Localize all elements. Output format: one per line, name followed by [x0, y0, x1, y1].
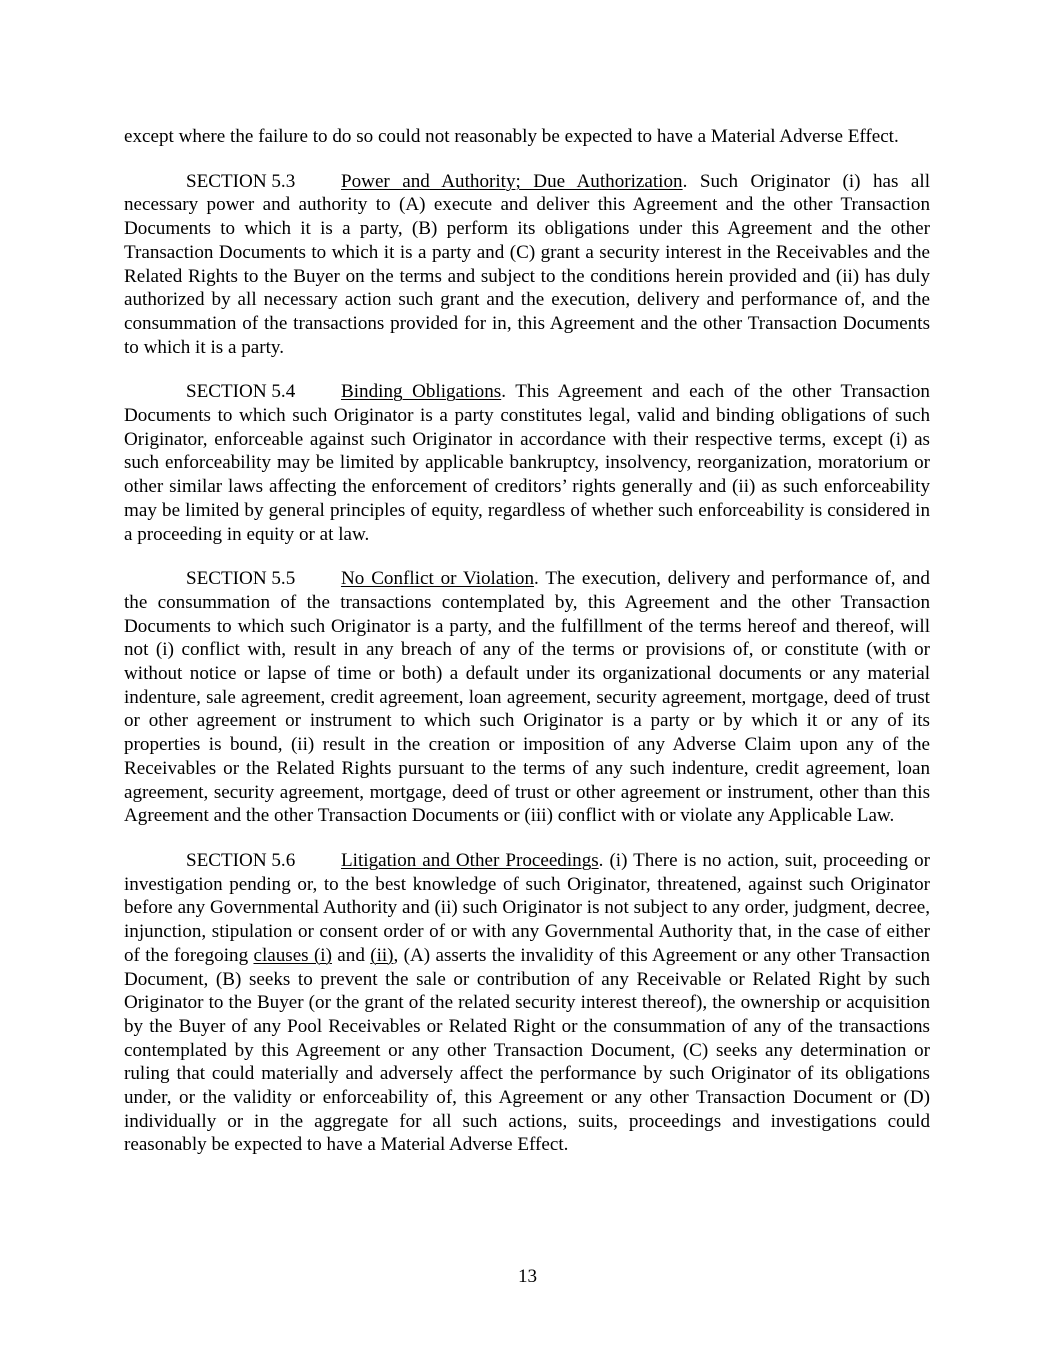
clause-reference: (ii) — [370, 944, 394, 966]
section-number: SECTION 5.6 — [186, 849, 296, 871]
section-5-5 — [124, 567, 930, 828]
section-body-connector: and — [331, 944, 371, 966]
page-number: 13 — [517, 1266, 538, 1287]
intro-paragraph — [124, 125, 930, 149]
section-heading: No Conflict or Violation — [341, 568, 535, 590]
clause-reference: clauses (i) — [253, 944, 332, 966]
section-body: . The execution, delivery and performance of, and the consummation of the transactions contemplated by, this Agreement and the other Transaction Documents to which such Originator is a party, and the fulfillment of the terms hereof and thereof, will not (i) conflict with, result in any breach of any of the terms or provisions of, or constitute (with or without notice or lapse of time or both) a default under its organizational documents or any material indenture, sale agreement, credit agreement, loan agreement, security agreement, mortgage, deed of trust or other agreement or instrument to which such Originator is a party or by which it or any of its properties is bound, (ii) result in the creation or imposition of any Adverse Claim upon any of the Receivables or the Related Rights pursuant to the terms of any such indenture, credit agreement, loan agreement, security agreement, mortgage, deed of trust or other agreement or instrument, other than this Agreement and the other Transaction Documents or (iii) conflict with or violate any Applicable Law. — [124, 568, 930, 827]
section-heading: Binding Obligations — [341, 381, 502, 403]
section-body: . (i) There is no action, suit, proceeding or investigation pending or, to the best knowledge of such Originator, threatened, against such Originator before any Governmental Authority and (ii) such Originator is not subject to any order, judgment, decree, injunction, stipulation or consent order of or with any Governmental Authority that, in the case of either of the foregoing — [124, 849, 930, 966]
section-body-continued: , (A) asserts the invalidity of this Agreement or any other Transaction Document, (B) seeks to prevent the sale or contribution of any Receivable or Related Right by such Originator to the Buyer (or the grant of the related security interest thereof), the ownership or acquisition by the Buyer of any Pool Receivables or Related Right or the consummation of any of the transactions contemplated by this Agreement or any other Transaction Document, (C) seeks any determination or ruling that could materially and adversely affect the performance by such Originator of its obligations under, or the validity or enforceability of, this Agreement or any other Transaction Document or (D) individually or in the aggregate for all such actions, suits, proceedings and investigations could reasonably be expected to have a Material Adverse Effect. — [124, 944, 930, 1156]
section-5-6 — [124, 849, 930, 1157]
section-heading: Power and Authority; Due Authorization — [341, 170, 683, 192]
section-body: . Such Originator (i) has all necessary power and authority to (A) execute and deliver this Agreement and the other Transaction Documents to which it is a party, (B) perform its obligations under this Agreement and the other Transaction Documents to which it is a party and (C) grant a security interest in the Receivables and the Related Rights to the Buyer on the terms and subject to the conditions herein provided and (ii) has duly authorized by all necessary action such grant and the execution, delivery and performance of, and the consummation of the transactions provided for in, this Agreement and the other Transaction Documents to which it is a party. — [124, 170, 931, 358]
section-body: . This Agreement and each of the other Transaction Documents to which such Originator is a party constitutes legal, valid and binding obligations of such Originator, enforceable against such Originator in accordance with their respective terms, except (i) as such enforceability may be limited by applicable bankruptcy, insolvency, reorganization, moratorium or other similar laws affecting the enforcement of creditors’ rights generally and (ii) as such enforceability may be limited by general principles of equity, regardless of whether such enforceability is considered in a proceeding in equity or at law. — [124, 381, 930, 545]
section-heading: Litigation and Other Proceedings — [341, 849, 599, 871]
section-5-4 — [124, 380, 930, 546]
section-5-3 — [124, 170, 930, 360]
section-number: SECTION 5.4 — [186, 381, 296, 403]
document-page — [124, 125, 930, 1157]
section-number: SECTION 5.3 — [186, 170, 296, 192]
section-number: SECTION 5.5 — [186, 568, 296, 590]
intro-text: except where the failure to do so could not reasonably be expected to have a Material Adverse Effect. — [124, 126, 899, 147]
